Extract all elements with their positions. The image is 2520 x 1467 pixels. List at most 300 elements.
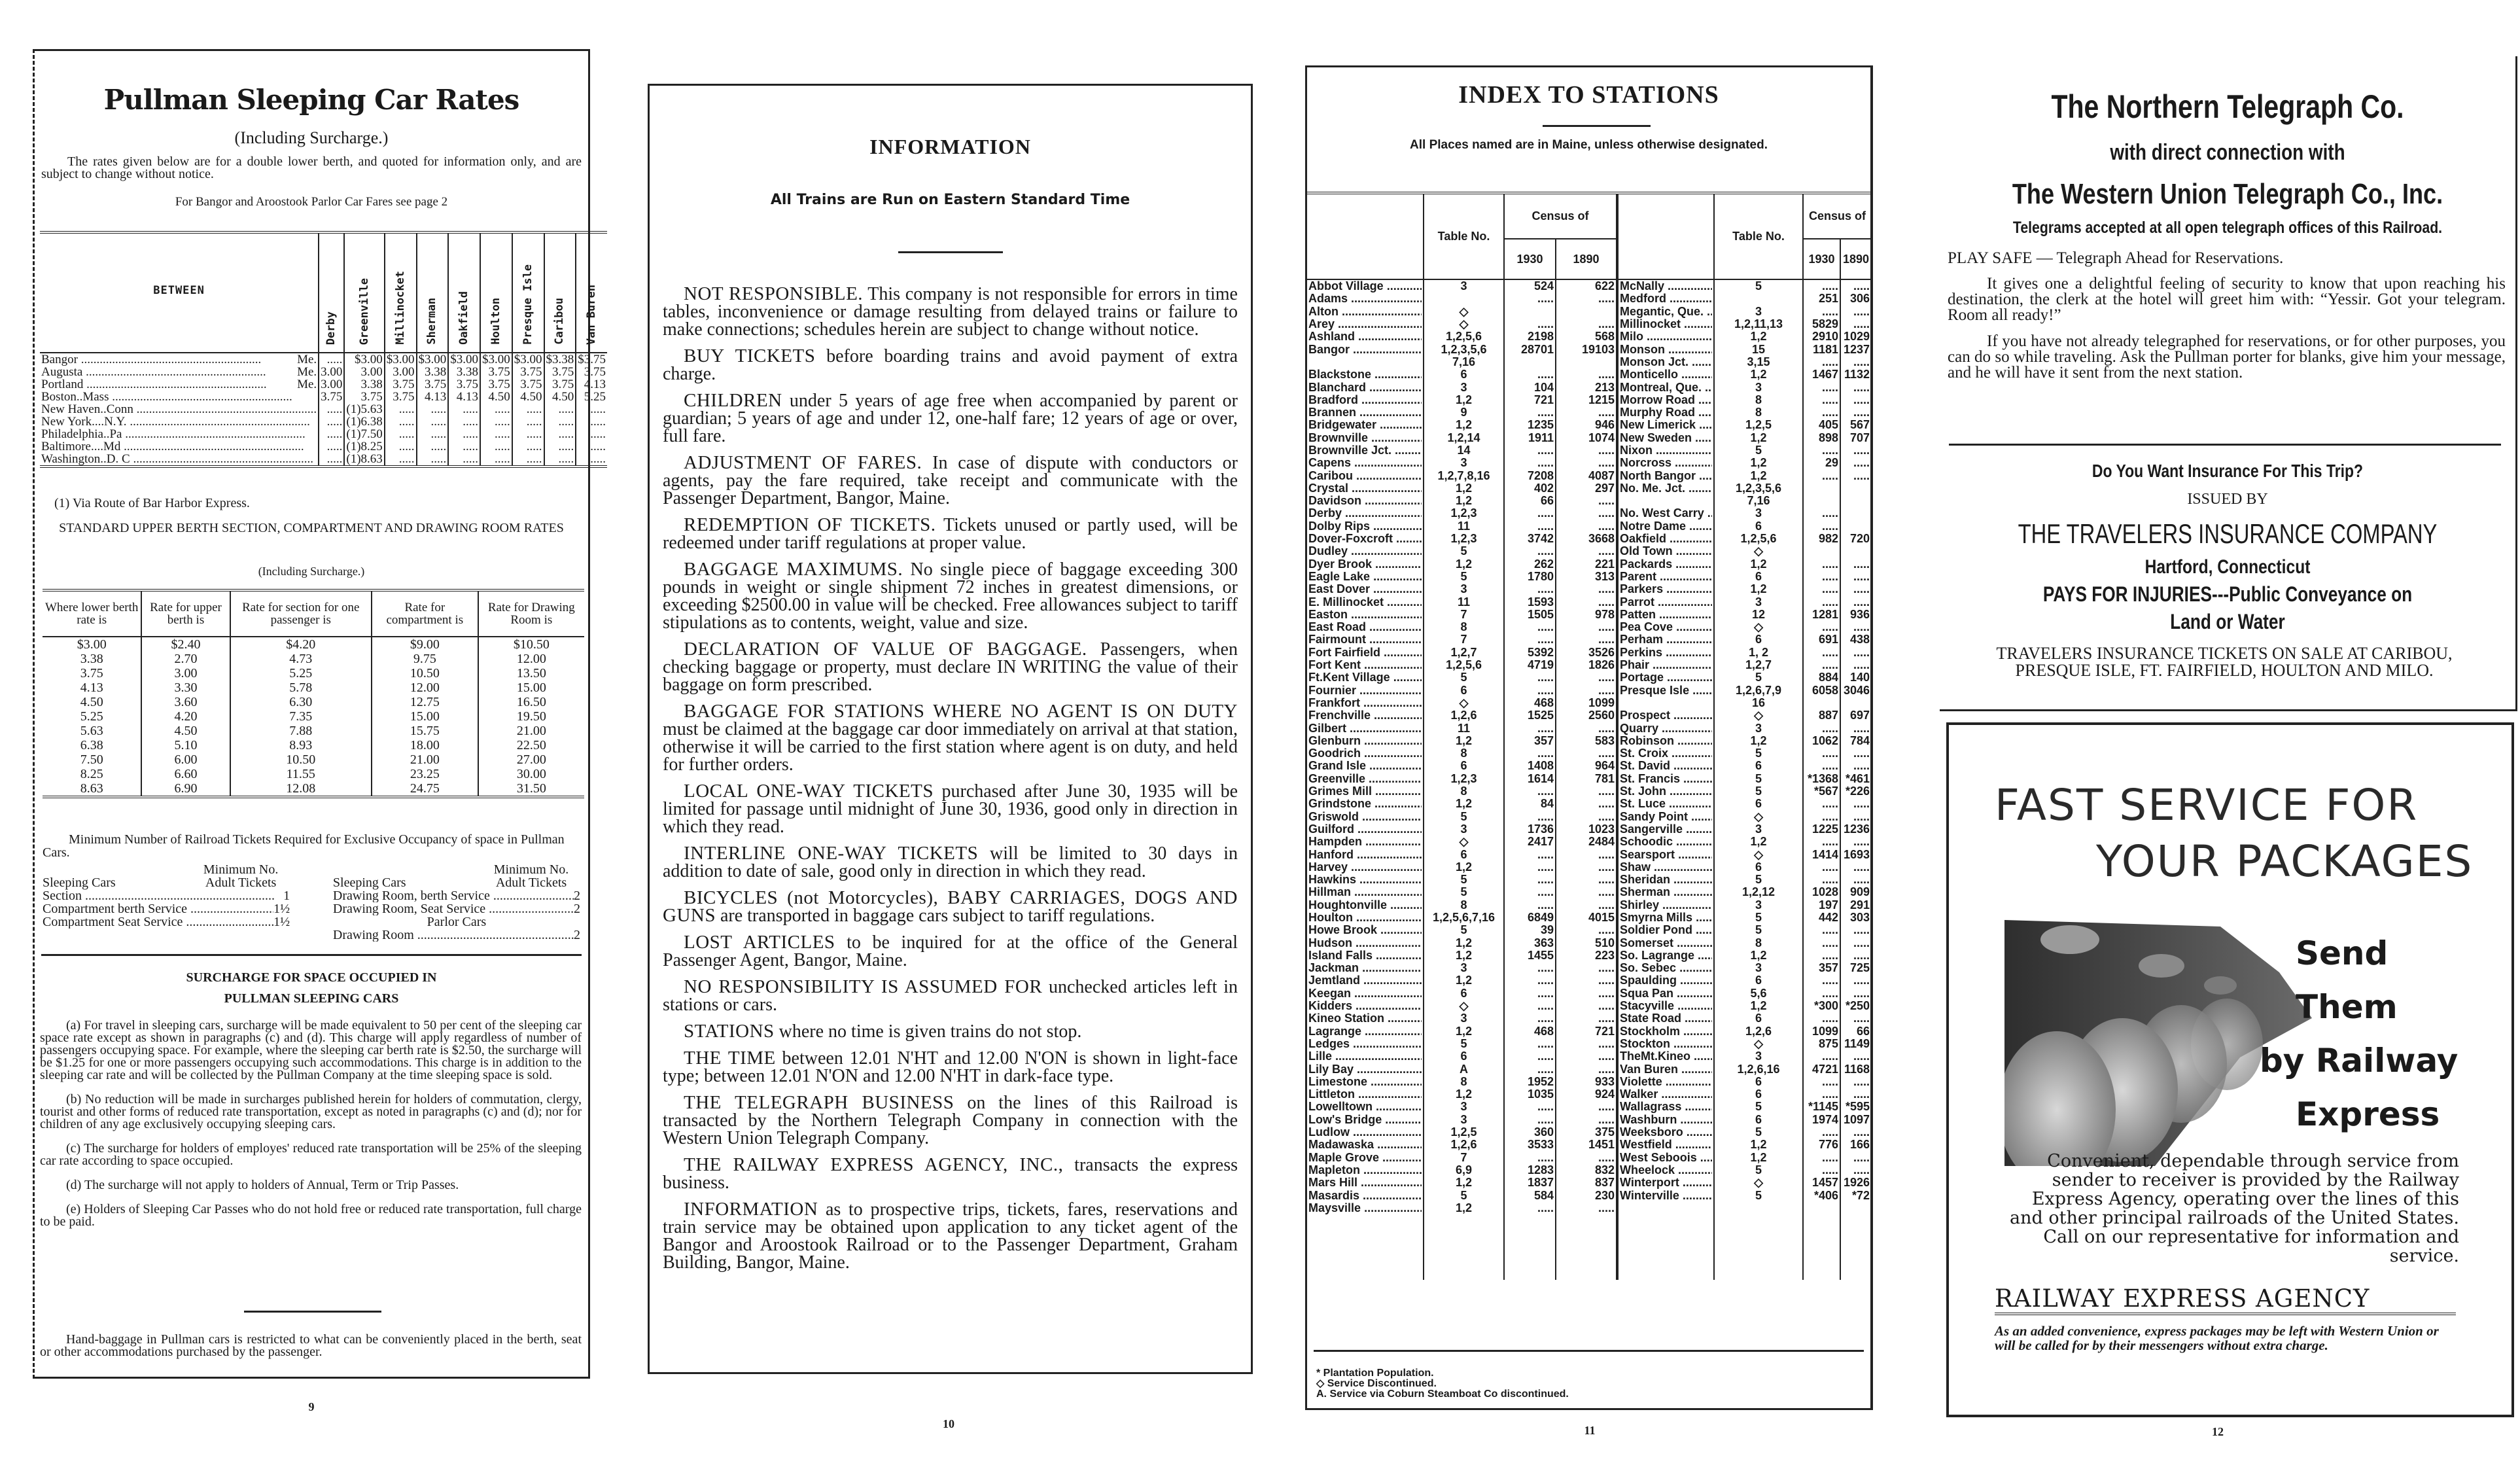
census-1930: ..... <box>1822 506 1839 520</box>
index-row <box>1307 911 1871 924</box>
station-name: Patten ..... <box>1620 609 1712 621</box>
census-1890-cell <box>1840 419 1871 431</box>
census-1890: ..... <box>1598 1062 1615 1076</box>
origin-name: Baltimore....Md ..... <box>41 440 317 453</box>
station-name-cell <box>1617 595 1714 608</box>
rate-row <box>43 680 584 695</box>
census-1890: ..... <box>1598 961 1615 975</box>
station-name: Walker ..... <box>1620 1088 1712 1101</box>
station-leader <box>1308 583 1422 595</box>
station-name-cell <box>1307 747 1424 760</box>
station-name: Dolby Rips ..... <box>1308 520 1422 533</box>
census-1930: 28701 <box>1520 342 1554 356</box>
paragraph-text: on the lines of this Railroad is transacted by the Northern Telegraph Company in connection with the Western Union Telegraph Company. <box>663 1093 1238 1148</box>
station-leader <box>1308 381 1422 394</box>
station-name: Brownville Jct. ..... <box>1308 444 1422 457</box>
index-row <box>1307 1025 1871 1038</box>
census-1890-cell <box>1556 646 1617 659</box>
census-1930: ..... <box>1822 380 1839 394</box>
station-name-cell <box>1307 1088 1424 1101</box>
divider <box>1543 125 1651 127</box>
census-1930: ..... <box>1822 923 1839 937</box>
station-name: Alton ..... <box>1308 306 1422 318</box>
table-number: 3 <box>1460 279 1467 293</box>
station-name-cell <box>1307 974 1424 987</box>
table-number: 6 <box>1460 368 1467 381</box>
station-leader <box>1620 457 1712 469</box>
census-1890: ..... <box>1598 923 1615 937</box>
table-number-cell <box>1424 924 1504 936</box>
information-paragraph <box>663 845 1238 880</box>
station-name-cell <box>1307 760 1424 772</box>
index-row <box>1307 1050 1871 1063</box>
census-1890-cell <box>1840 356 1871 368</box>
census-1930-cell <box>1803 1063 1840 1075</box>
index-row <box>1307 482 1871 495</box>
station-name: So. Sebec ..... <box>1620 962 1712 974</box>
station-leader <box>1620 318 1712 330</box>
census-1930: ..... <box>1822 936 1839 949</box>
table-number-cell <box>1714 1164 1803 1176</box>
station-name: McNally ..... <box>1620 280 1712 292</box>
census-1890-cell <box>1556 330 1617 343</box>
station-leader <box>1308 1202 1422 1214</box>
station-leader <box>1308 558 1422 571</box>
census-1890: 1097 <box>1843 1112 1870 1126</box>
station-name-cell <box>1307 874 1424 886</box>
station-name-cell <box>1617 279 1714 292</box>
station-name-cell <box>1307 1101 1424 1113</box>
census-1890-cell <box>1840 1176 1871 1189</box>
rate-cell: 7.88 <box>230 724 372 738</box>
census-1890-cell <box>1840 962 1871 974</box>
station-name: Ledges ..... <box>1308 1038 1422 1050</box>
station-name: Sheridan ..... <box>1620 874 1712 886</box>
census-1890-header: 1890 <box>1556 239 1617 279</box>
census-1930: ..... <box>1537 582 1554 596</box>
census-1890: 4015 <box>1588 910 1615 924</box>
census-1930: ..... <box>1537 809 1554 823</box>
station-name-cell <box>1617 1189 1714 1201</box>
table-number-cell <box>1424 394 1504 406</box>
paragraph-lead: DECLARATION OF VALUE OF BAGGAGE. <box>684 639 1087 660</box>
station-name-cell <box>1617 633 1714 646</box>
rate-row <box>43 767 584 781</box>
fare-cell: $3.00 <box>417 353 449 366</box>
census-1890-cell <box>1556 1088 1617 1101</box>
station-leader <box>1308 1190 1422 1202</box>
station-name-cell <box>1307 520 1424 533</box>
information-paragraph <box>663 978 1238 1014</box>
census-1890: 1826 <box>1588 658 1615 672</box>
paragraph-lead: LOCAL ONE-WAY TICKETS <box>684 781 934 802</box>
census-1890-cell <box>1556 735 1617 747</box>
table-number-cell <box>1424 848 1504 860</box>
station-name: Mars Hill ..... <box>1308 1176 1422 1189</box>
by-railway-text: by Railway <box>2260 1042 2459 1080</box>
table-number: 11 <box>1457 721 1471 735</box>
station-name: St. John ..... <box>1620 785 1712 798</box>
table-number-cell <box>1714 836 1803 848</box>
station-leader <box>1620 1088 1712 1101</box>
census-1930: 691 <box>1818 633 1839 646</box>
census-1890: ..... <box>1598 785 1615 798</box>
station-leader <box>1308 1012 1422 1025</box>
table-number-cell <box>1714 722 1803 734</box>
census-1930-cell <box>1803 1176 1840 1189</box>
station-name: Parent ..... <box>1620 571 1712 583</box>
rate-cell: 6.60 <box>141 767 230 781</box>
paragraph-lead: STATIONS <box>684 1021 775 1042</box>
census-1890-cell <box>1556 848 1617 860</box>
rate-header: Rate for compartment is <box>372 590 478 637</box>
census-1890-cell <box>1556 1012 1617 1025</box>
table-number: 6 <box>1460 1050 1467 1063</box>
table-number-cell <box>1424 482 1504 495</box>
census-1890-cell <box>1556 457 1617 469</box>
index-row <box>1307 1189 1871 1201</box>
census-1930: 1457 <box>1811 1176 1839 1190</box>
census-1890: 1132 <box>1844 368 1870 381</box>
census-1890: 1023 <box>1588 822 1615 836</box>
census-1930: ..... <box>1537 1036 1554 1050</box>
table-number-cell <box>1424 1088 1504 1101</box>
census-1890-cell <box>1840 798 1871 810</box>
census-1930: 468 <box>1533 1024 1554 1038</box>
census-1930-cell <box>1504 1076 1556 1088</box>
origin-state: Me. <box>297 366 317 378</box>
table-number-cell <box>1424 798 1504 810</box>
station-name: Monson ..... <box>1620 344 1712 356</box>
fare-row <box>40 403 607 415</box>
census-1930: 197 <box>1818 898 1839 911</box>
station-name: Lagrange ..... <box>1308 1025 1422 1038</box>
station-leader <box>1308 621 1422 633</box>
station-leader <box>1620 432 1712 444</box>
station-name-cell <box>1617 659 1714 671</box>
census-1890: 313 <box>1594 569 1615 583</box>
census-1890: 622 <box>1594 279 1615 293</box>
rate-cell: $10.50 <box>478 637 584 652</box>
station-name-cell <box>1617 899 1714 911</box>
census-1890: ..... <box>1598 1201 1615 1214</box>
station-name: Parkers ..... <box>1620 583 1712 595</box>
insurance-ticket-locations: TRAVELERS INSURANCE TICKETS ON SALE AT CARIBOU, PRESQUE ISLE, FT. FAIRFIELD, HOULTON AND MILO. <box>1996 644 2453 680</box>
table-number: 7 <box>1460 607 1467 621</box>
census-1930-cell <box>1504 671 1556 684</box>
census-1890: 1149 <box>1844 1036 1870 1050</box>
station-name-cell <box>1617 571 1714 583</box>
census-1930: 84 <box>1540 797 1554 811</box>
fare-cell: (1)8.63 <box>344 453 384 467</box>
table-number: 1,2,6,16 <box>1737 1062 1780 1076</box>
census-1930-cell <box>1803 583 1840 595</box>
census-1890-cell <box>1840 1038 1871 1050</box>
company-location: Hartford, Connecticut <box>2144 556 2311 578</box>
table-number-cell <box>1714 874 1803 886</box>
census-1930-cell <box>1504 785 1556 798</box>
destination-name: Greenville <box>357 277 371 345</box>
fare-cell: 3.75 <box>544 378 576 391</box>
paragraph-text: In case of dispute with conductors or agents, pay the fare required, take receipt and communicate with the Passenger Department, Bangor, Maine. <box>663 453 1238 508</box>
table-number: 1,2 <box>1750 456 1767 470</box>
surcharge-paragraph: (a) For travel in sleeping cars, surcharge will be made equivalent to 50 per cent of the sleeping car space rate except as shown in paragraphs (c) and (d). This charge will apply regardless of number of passengers occupying space. For example, where the sleeping car berth rate is $2.50, the surcharge will be $1.25 for one or more passengers occupying such accommodations. This charge is in addition to the sleeping car rate and will be collected by the Pullman Company at the time sleeping space is sold. <box>40 1018 582 1082</box>
station-name: Adams ..... <box>1308 292 1422 305</box>
census-1890-cell <box>1840 659 1871 671</box>
census-1930-cell <box>1504 1139 1556 1151</box>
census-1890-cell <box>1840 583 1871 595</box>
station-leader <box>1308 659 1422 671</box>
station-name: Quarry ..... <box>1620 722 1712 735</box>
table-number: 1,2,3 <box>1450 771 1477 785</box>
index-row <box>1307 936 1871 949</box>
station-name-cell <box>1617 1176 1714 1189</box>
rate-cell: 31.50 <box>478 781 584 797</box>
station-leader <box>1620 861 1712 874</box>
divider <box>244 1311 381 1313</box>
rate-table-body <box>43 637 584 797</box>
station-name-cell <box>1617 330 1714 343</box>
station-name: Nixon ..... <box>1620 444 1712 457</box>
index-row <box>1307 507 1871 520</box>
station-leader <box>1308 911 1422 924</box>
census-1930-cell <box>1803 419 1840 431</box>
table-number-cell <box>1714 394 1803 406</box>
table-number: 5 <box>1460 544 1467 558</box>
census-1930-cell <box>1504 469 1556 482</box>
rate-cell: 12.75 <box>372 695 478 709</box>
rate-cell: 5.10 <box>141 738 230 752</box>
information-paragraph <box>663 1094 1238 1147</box>
fare-cell: 3.38 <box>448 366 480 378</box>
sleeping-car-fare-table <box>40 231 607 468</box>
census-1930-cell <box>1803 432 1840 444</box>
census-1930-cell <box>1803 785 1840 798</box>
paragraph-text: This company is not responsible for errors in time tables, inconvenience or damage resulting from delayed trains or failure to make connections; schedules herein are subject to change without notice. <box>663 284 1238 340</box>
census-1930: ..... <box>1822 557 1839 571</box>
station-name: Robinson ..... <box>1620 735 1712 747</box>
station-leader <box>1308 1101 1422 1113</box>
fare-cell: (1)7.50 <box>344 428 384 440</box>
index-footnote: ◇ Service Discontinued. <box>1316 1378 1437 1389</box>
census-1890-cell <box>1840 292 1871 305</box>
census-1890: ..... <box>1853 835 1870 849</box>
station-name-cell <box>1617 609 1714 621</box>
fare-cell: 3.75 <box>385 391 417 403</box>
page-subtitle: (Including Surcharge.) <box>234 128 389 147</box>
station-name-cell <box>1617 432 1714 444</box>
rate-cell: $9.00 <box>372 637 478 652</box>
origin-leader <box>41 428 317 440</box>
station-leader <box>1620 1164 1712 1176</box>
table-number-cell <box>1424 1063 1504 1075</box>
census-1930: 357 <box>1818 961 1839 975</box>
census-1890: ..... <box>1853 557 1870 571</box>
table-number-cell <box>1714 419 1803 431</box>
table-number: 1,2,3,5,6 <box>1441 342 1487 356</box>
census-1930-cell <box>1803 595 1840 608</box>
index-row <box>1307 1126 1871 1139</box>
table-number-cell <box>1424 318 1504 330</box>
station-name: Island Falls ..... <box>1308 949 1422 962</box>
table-number-cell <box>1424 697 1504 709</box>
census-1890-cell <box>1840 949 1871 962</box>
table-number-cell <box>1424 874 1504 886</box>
station-name-cell <box>1617 1151 1714 1163</box>
empty-cell <box>1556 1214 1617 1280</box>
rate-cell: 4.73 <box>230 652 372 666</box>
table-number: 7,16 <box>1747 494 1770 508</box>
travelers-company: THE TRAVELERS INSURANCE COMPANY <box>2018 518 2438 549</box>
census-1930: ..... <box>1537 1150 1554 1164</box>
census-1930: 1281 <box>1811 607 1839 621</box>
station-leader <box>1308 368 1422 381</box>
station-name-cell <box>1307 949 1424 962</box>
fare-cell: 3.00 <box>344 366 384 378</box>
station-name-cell <box>1307 419 1424 431</box>
index-row <box>1307 810 1871 822</box>
census-1890-cell <box>1556 785 1617 798</box>
station-name: Ft.Kent Village ..... <box>1308 671 1422 684</box>
table-number-cell <box>1424 495 1504 507</box>
fare-cell: ..... <box>319 353 344 366</box>
table-number: 1,2 <box>1455 734 1473 747</box>
table-number: 1,2 <box>1750 948 1767 962</box>
fare-cell: ..... <box>319 415 344 428</box>
census-1890: 707 <box>1849 431 1870 444</box>
census-1890: ..... <box>1598 986 1615 1000</box>
census-1890: ..... <box>1853 279 1870 293</box>
table-number: 1,2,7,8,16 <box>1437 468 1490 482</box>
census-1890-cell <box>1556 507 1617 520</box>
fare-cell: $3.00 <box>385 353 417 366</box>
rate-cell: 8.25 <box>80 767 103 781</box>
table-number: 6 <box>1460 683 1467 697</box>
table-number: 1,2 <box>1455 481 1473 495</box>
census-1890-cell <box>1840 495 1871 507</box>
station-name: Eagle Lake ..... <box>1308 571 1422 583</box>
information-paragraph <box>663 641 1238 694</box>
station-leader <box>1620 962 1712 974</box>
census-1890: 375 <box>1594 1125 1615 1139</box>
station-name: Squa Pan ..... <box>1620 987 1712 1000</box>
census-1930-cell <box>1803 823 1840 836</box>
census-1890-cell <box>1556 545 1617 557</box>
station-name-cell <box>1307 861 1424 874</box>
census-1930: 2417 <box>1527 835 1554 849</box>
station-leader <box>1308 886 1422 898</box>
fare-cell: 4.50 <box>544 391 576 403</box>
census-1930: 7208 <box>1527 468 1554 482</box>
station-name-cell <box>1617 987 1714 1000</box>
station-leader <box>1308 874 1422 886</box>
census-1930-cell <box>1504 646 1556 659</box>
table-number: 5,6 <box>1750 986 1767 1000</box>
table-number: 3 <box>1460 582 1467 596</box>
station-leader <box>1308 1025 1422 1038</box>
origin-state: Me. <box>297 353 317 366</box>
census-1930: ..... <box>1822 519 1839 533</box>
census-1930-cell <box>1803 507 1840 520</box>
census-1930-cell <box>1803 1164 1840 1176</box>
table-number-cell <box>1424 520 1504 533</box>
table-number: 1,2,14 <box>1447 431 1480 444</box>
index-row <box>1307 949 1871 962</box>
census-1930: ..... <box>1822 595 1839 609</box>
census-1890: ..... <box>1598 999 1615 1013</box>
information-paragraph <box>663 1201 1238 1271</box>
census-1930: ..... <box>1537 898 1554 911</box>
census-1930: 1235 <box>1527 418 1554 432</box>
census-1890-cell <box>1556 911 1617 924</box>
table-number: 5 <box>1460 923 1467 937</box>
census-1930-cell <box>1504 1114 1556 1126</box>
station-name-cell <box>1307 318 1424 330</box>
table-number-cell <box>1714 633 1803 646</box>
station-leader <box>1620 646 1712 659</box>
table-number: 3 <box>1755 506 1762 520</box>
station-leader <box>1308 987 1422 1000</box>
census-1890-cell <box>1556 659 1617 671</box>
census-1890: 567 <box>1849 418 1870 432</box>
census-1930: 584 <box>1533 1188 1554 1202</box>
station-leader <box>1308 1050 1422 1063</box>
station-name-cell <box>1617 406 1714 419</box>
table-no-header: Table No. <box>1424 193 1504 279</box>
table-number-cell <box>1424 1202 1504 1214</box>
table-number: 1,2 <box>1750 557 1767 571</box>
table-number: 1,2 <box>1455 1176 1473 1190</box>
census-1890: 3526 <box>1588 645 1615 659</box>
table-number-cell <box>1424 949 1504 962</box>
station-name-cell <box>1617 735 1714 747</box>
census-1930-cell <box>1504 1050 1556 1063</box>
origin-cell <box>40 428 319 440</box>
census-1930: *406 <box>1813 1188 1839 1202</box>
table-number: 5 <box>1755 1100 1762 1114</box>
census-1930: 1455 <box>1527 948 1554 962</box>
station-name: Caribou ..... <box>1308 470 1422 482</box>
table-number-cell <box>1424 381 1504 393</box>
station-name-cell <box>1307 621 1424 633</box>
station-leader <box>1308 633 1422 646</box>
table-number-cell <box>1424 368 1504 381</box>
census-1930: ..... <box>1822 860 1839 874</box>
fare-cell: 4.50 <box>480 391 512 403</box>
station-name-cell <box>1617 747 1714 760</box>
index-row <box>1307 595 1871 608</box>
station-leader <box>1308 974 1422 987</box>
station-name: Keegan ..... <box>1308 987 1422 1000</box>
origin-leader <box>41 366 317 378</box>
census-header: Census of <box>1504 193 1617 239</box>
table-number: 1,2,5,6 <box>1445 658 1482 672</box>
minimum-item <box>43 902 290 915</box>
census-1930-cell <box>1803 684 1840 697</box>
station-name: Searsport ..... <box>1620 849 1712 861</box>
station-name-cell <box>1617 1114 1714 1126</box>
census-1890: ..... <box>1598 1012 1615 1025</box>
census-1930: ..... <box>1822 393 1839 406</box>
table-number: 1,2 <box>1750 734 1767 747</box>
table-number-cell <box>1424 545 1504 557</box>
census-1930: ..... <box>1537 847 1554 861</box>
rate-cell: 4.50 <box>141 724 230 738</box>
table-number-cell <box>1714 1176 1803 1189</box>
parlor-note: For Bangor and Aroostook Parlor Car Fares see page 2 <box>175 195 448 209</box>
census-1890-cell <box>1840 709 1871 722</box>
table-number-cell <box>1424 899 1504 911</box>
